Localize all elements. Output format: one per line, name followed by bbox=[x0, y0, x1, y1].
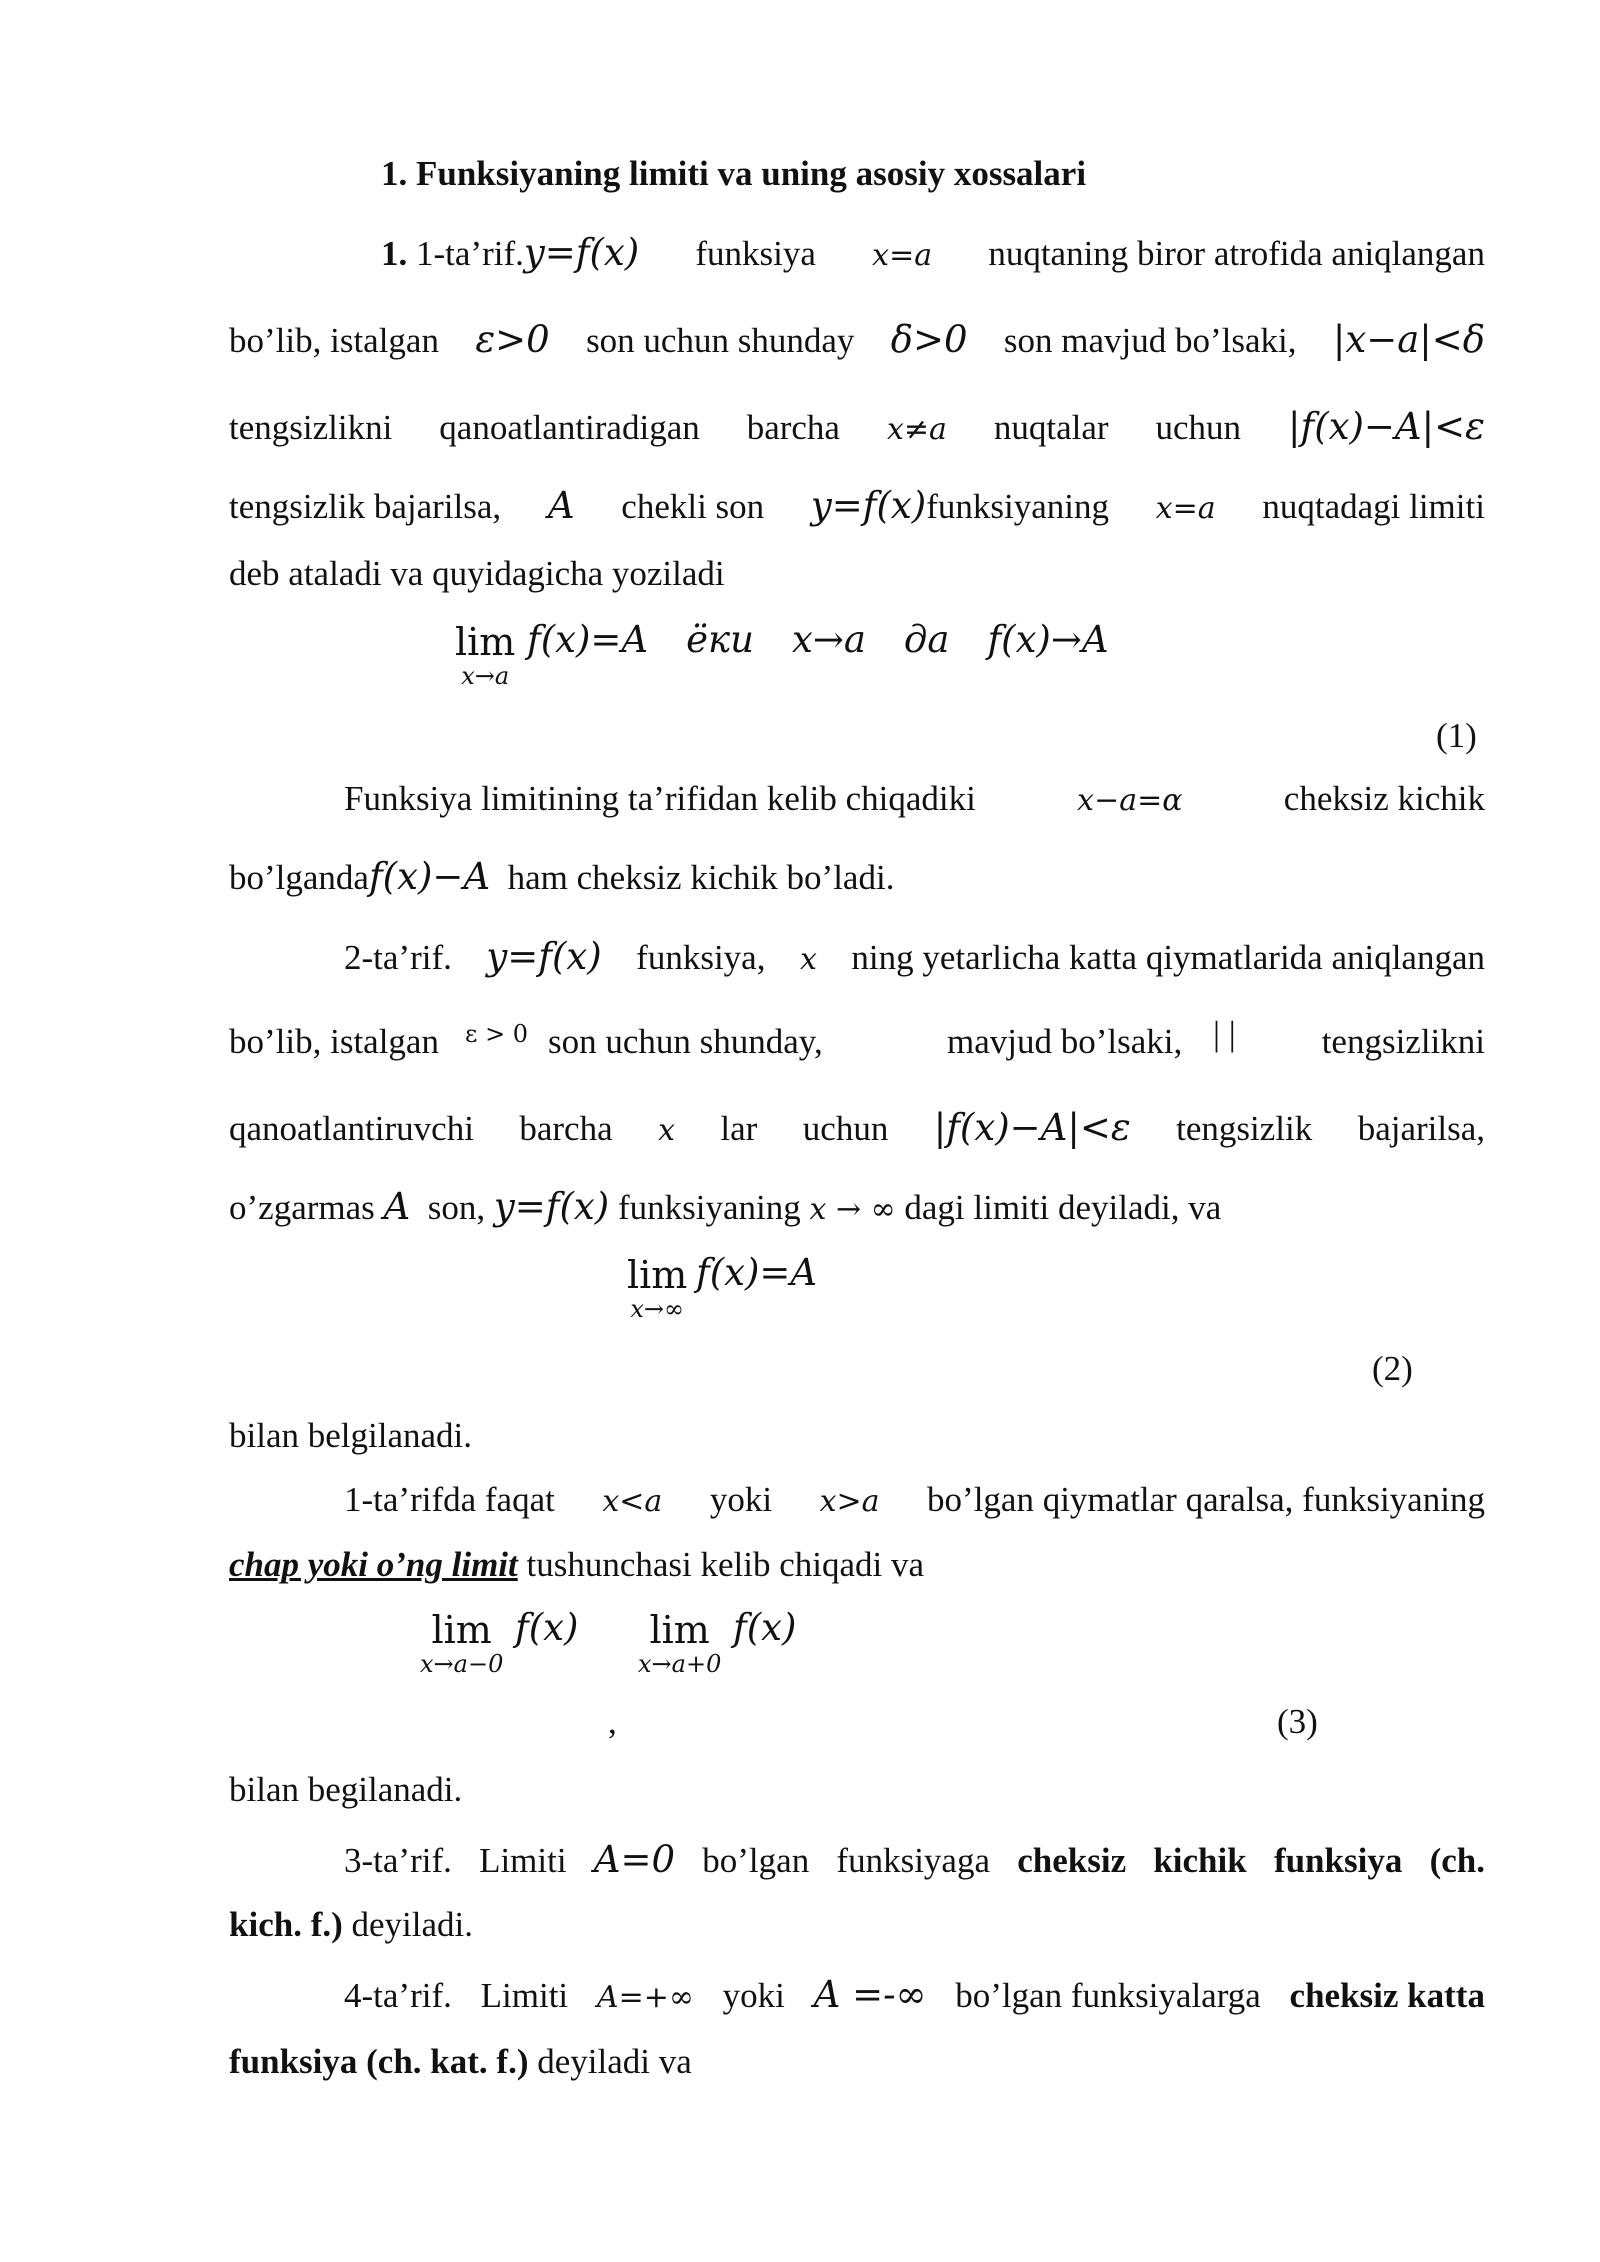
eq3-lim-right: lim x→a+0 bbox=[638, 1608, 722, 1678]
para2-line1 bbox=[344, 777, 1485, 823]
math-abs-xa: |x−a|<δ bbox=[1332, 318, 1485, 361]
math-A0: A=0 bbox=[593, 1838, 676, 1881]
math-fxA: f(x)−A bbox=[368, 855, 491, 898]
eq3-lim-left: lim x→a−0 bbox=[420, 1608, 504, 1678]
eq3-comma: , bbox=[608, 1702, 617, 1741]
def4-line2: funksiya (ch. kat. f.) deyiladi va bbox=[229, 2042, 692, 2081]
def2-line3: qanoatlantiruvchi barcha x lar uchun |f(x)−A|<ε tengsizlik bajarilsa, bbox=[229, 1106, 1485, 1153]
para3-line2: chap yoki o’ng limit tushunchasi kelib chiqadi va bbox=[229, 1545, 925, 1584]
math-yfx: y=f(x) bbox=[523, 231, 640, 274]
math-xaalpha: x−a=α bbox=[1077, 783, 1183, 818]
def2-line1 bbox=[344, 935, 1485, 982]
text: funksiya, bbox=[636, 938, 766, 977]
math-x: x bbox=[799, 942, 817, 977]
eq2-lim: lim x→∞ bbox=[627, 1253, 688, 1323]
math-xnea: x≠a bbox=[886, 412, 947, 447]
para2-line2: bo’lgandaf(x)−A ham cheksiz kichik bo’ladi. bbox=[229, 855, 895, 898]
eq1-expression: f(x)=A ёки x→a да f(x)→A bbox=[527, 618, 1109, 661]
eq1-lim: lim x→a bbox=[455, 620, 516, 690]
math-x: x bbox=[658, 1113, 675, 1148]
math-eps: ε>0 bbox=[475, 318, 550, 361]
after-eq2: bilan belgilanadi. bbox=[229, 1416, 472, 1455]
def1-number: 1. bbox=[381, 234, 408, 273]
math-yfx: y=f(x) bbox=[493, 1185, 610, 1228]
text: nuqtalar bbox=[993, 408, 1109, 447]
chap-yoki-ong-limit-link[interactable]: chap yoki o’ng limit bbox=[229, 1545, 518, 1584]
text: barcha bbox=[746, 408, 840, 447]
math-xa: x=a bbox=[1155, 491, 1216, 526]
eq1-number: (1) bbox=[1436, 716, 1477, 755]
def1-label: 1-ta’rif. bbox=[416, 234, 524, 273]
math-yfx: y=f(x) bbox=[486, 935, 602, 978]
text: cheksiz kichik bbox=[1283, 779, 1485, 818]
def1-line1 bbox=[381, 231, 1485, 278]
text: funksiyaning bbox=[926, 487, 1109, 526]
text: nuqtaning biror atrofida aniqlangan bbox=[988, 234, 1485, 273]
text: nuqtadagi limiti bbox=[1262, 487, 1485, 526]
section-title: 1. Funksiyaning limiti va uning asosiy xossalari bbox=[381, 154, 1087, 193]
math-A: A bbox=[547, 484, 575, 527]
math-A-minus-inf: A =-∞ bbox=[813, 1973, 927, 2016]
eq2-expression: f(x)=A bbox=[696, 1251, 818, 1294]
text: son uchun shunday bbox=[586, 321, 855, 360]
def3-line1: 3-ta’rif. Limiti A=0 bo’lgan funksiyaga cheksiz kichik funksiya (ch. bbox=[344, 1838, 1485, 1881]
para3-line1: 1-ta’rifda faqat x<a yoki x>a bo’lgan qiymatlar qaralsa, funksiyaning bbox=[344, 1478, 1485, 1524]
def2-label: 2-ta’rif. bbox=[344, 938, 452, 977]
math-abs-fa: |f(x)−A|<ε bbox=[1288, 405, 1485, 448]
math-A: A bbox=[383, 1185, 411, 1228]
def1-line5: deb ataladi va quyidagicha yoziladi bbox=[229, 554, 725, 593]
text: qanoatlantiradigan bbox=[439, 408, 700, 447]
math-abs-fa: |f(x)−A|<ε bbox=[933, 1106, 1131, 1149]
math-xlta: x<a bbox=[602, 1484, 663, 1519]
def1-line2 bbox=[229, 318, 1485, 363]
eq3-expr-left: f(x) bbox=[515, 1606, 579, 1649]
text: Funksiya limitining ta’rifidan kelib chiqadiki bbox=[344, 779, 976, 818]
def1-line4 bbox=[229, 484, 1485, 531]
math-yfx: y=f(x) bbox=[810, 484, 927, 527]
text: funksiya bbox=[695, 234, 816, 273]
text: tengsizlik bajarilsa, bbox=[229, 487, 502, 526]
eq2-number: (2) bbox=[1372, 1349, 1413, 1388]
math-xinf: x → ∞ bbox=[809, 1192, 896, 1227]
text: tengsizlikni bbox=[229, 408, 393, 447]
eq3-number: (3) bbox=[1277, 1702, 1318, 1741]
math-bars: | | bbox=[1213, 1014, 1236, 1053]
eq3-expr-right: f(x) bbox=[733, 1606, 797, 1649]
math-delta: δ>0 bbox=[890, 318, 968, 361]
def4-line1: 4-ta’rif. Limiti A=+∞ yoki A =-∞ bo’lgan funksiyalarga cheksiz katta bbox=[344, 1973, 1485, 2020]
text: chekli son bbox=[621, 487, 765, 526]
text: ning yetarlicha katta qiymatlarida aniqlangan bbox=[851, 938, 1485, 977]
def2-line4: o’zgarmas A son, y=f(x) funksiyaning x → ∞ dagi limiti deyiladi, va bbox=[229, 1185, 1222, 1228]
def3-line2: kich. f.) deyiladi. bbox=[229, 1905, 473, 1944]
math-eps: ε > 0 bbox=[465, 1020, 529, 1048]
math-xgta: x>a bbox=[819, 1484, 880, 1519]
document-page: 1. Funksiyaning limiti va uning asosiy xossalari 1. 1-ta’rif.y=f(x) funksiya x=a nuqtaning biror atrofida aniqlangan bo’lib, istalgan ε>0 son uchun shunday δ>0 son mavjud bo’lsaki, |x−a|<δ tengsizlikni qanoatlantiradigan barcha x≠a nuqtalar uchun |f(x)−A|<ε tengsizlik bajarilsa, A chekli son y=f(x)funksiyaning x=a nuqtadagi limiti deb ataladi va quyidagicha yoziladi lim x→a f(x)=A ёки x→a да f(x)→A (1) Funksiya limitining ta’rifidan kelib chiqadiki x−a=α cheksiz kichik bo’lgandaf(x)−A ham cheksiz kichik bo’ladi. 2-ta’rif. y=f(x) funksiya, x ning yetarlicha katta qiymatlarida aniqlangan bo’lib, istalgan ε > 0 son uchun shunday, mavjud bo’lsaki, | | tengsizlikni qanoatlantiruvchi barcha x lar uchun |f(x)−A|<ε tengsizlik bajarilsa, o’zgarmas A son, y=f(x) funksiyaning x → ∞ dagi limiti deyiladi, va lim x→∞ f(x)=A (2) bilan belgilanadi. 1-ta’rifda faqat x<a yoki x>a bo’lgan qiymatlar qaralsa, funksiyaning chap yoki o’ng limit tushunchasi kelib chiqadi va lim x→a−0 f(x) lim x→a+0 f(x) , (3) bilan begilanadi. 3-ta’rif. Limiti A=0 bo’lgan funksiyaga cheksiz kichik funksiya (ch. kich. f.) deyiladi. 4-ta’rif. Limiti A=+∞ yoki A =-∞ bo’lgan funksiyalarga cheksiz katta funksiya (ch. kat. f.) deyiladi va bbox=[0, 0, 1600, 2262]
math-A-plus-inf: A=+∞ bbox=[596, 1980, 694, 2015]
def1-line3 bbox=[229, 405, 1485, 452]
after-eq3: bilan begilanadi. bbox=[229, 1770, 463, 1809]
math-xa: x=a bbox=[872, 238, 933, 273]
text: son mavjud bo’lsaki, bbox=[1003, 321, 1297, 360]
text: uchun bbox=[1155, 408, 1242, 447]
text: bo’lib, istalgan bbox=[229, 321, 439, 360]
